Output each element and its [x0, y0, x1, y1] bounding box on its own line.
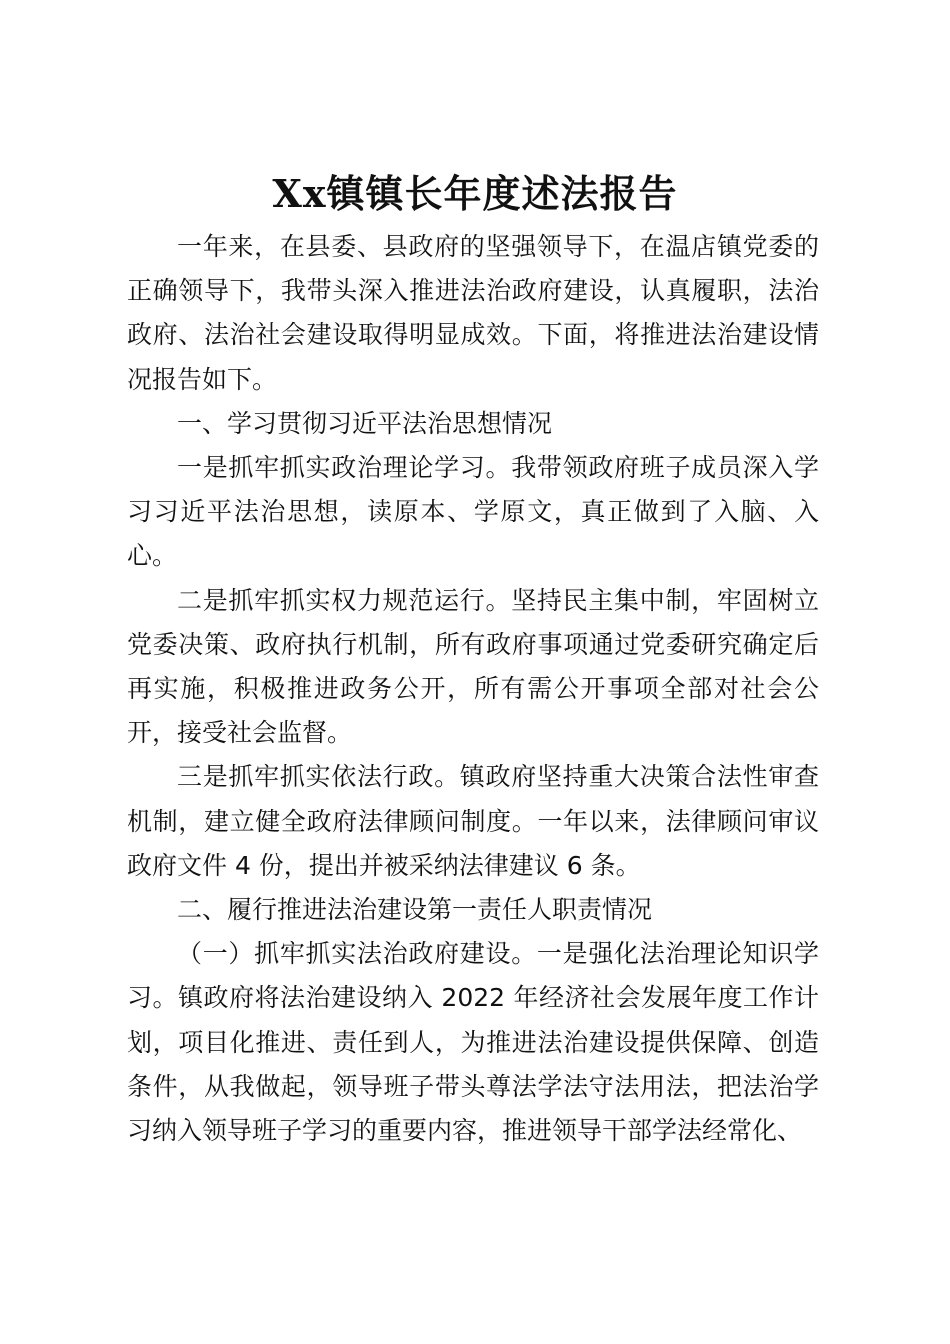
section-heading-1: 一、学习贯彻习近平法治思想情况 [177, 408, 553, 438]
paragraph-1: 一是抓牢抓实政治理论学习。我带领政府班子成员深入学习习近平法治思想，读原本、学原文，真正做到了入脑、入心。 [127, 453, 819, 571]
paragraph-2: 二是抓牢抓实权力规范运行。坚持民主集中制，牢固树立党委决策、政府执行机制，所有政府事项通过党委研究确定后再实施，积极推进政务公开，所有需公开事项全部对社会公开，接受社会监督。 [127, 585, 819, 748]
paragraph-intro: 一年来，在县委、县政府的坚强领导下，在温店镇党委的正确领导下，我带头深入推进法治政府建设，认真履职，法治政府、法治社会建设取得明显成效。下面，将推进法治建设情况报告如下。 [127, 232, 819, 394]
paragraph-3: 三是抓牢抓实依法行政。镇政府坚持重大决策合法性审查机制，建立健全政府法律顾问制度。一年以来，法律顾问审议政府文件 4 份，提出并被采纳法律建议 6 条。 [127, 762, 819, 880]
paragraph-4: （一）抓牢抓实法治政府建设。一是强化法治理论知识学习。镇政府将法治建设纳入 2022 年经济社会发展年度工作计划，项目化推进、责任到人，为推进法治建设提供保障、创造条件，从我做起，领导班子带头尊法学法守法用法，把法治学习纳入领导班子学习的重要内容，推进领导干部学法经常化、 [127, 939, 819, 1146]
section-heading-2: 二、履行推进法治建设第一责任人职责情况 [177, 895, 653, 925]
document-title: Xx镇镇长年度述法报告 [272, 171, 678, 216]
document-body [127, 225, 819, 1153]
